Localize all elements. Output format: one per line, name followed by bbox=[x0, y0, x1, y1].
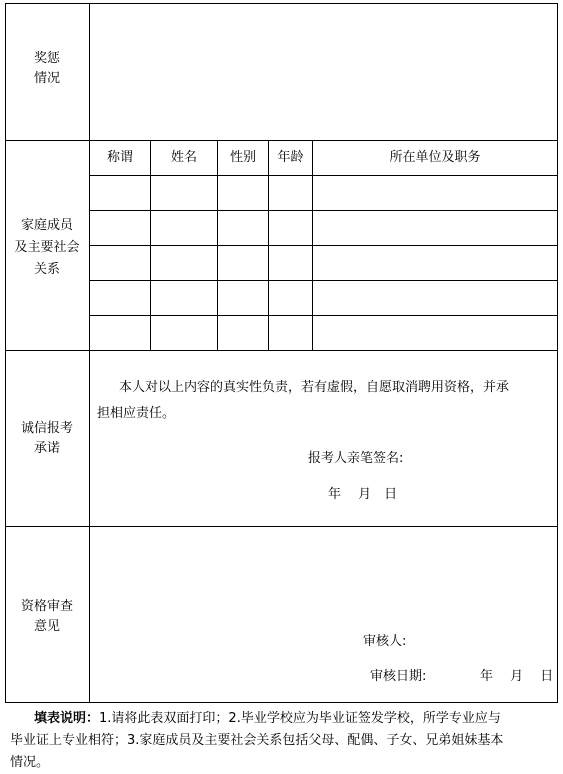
label-column-divider bbox=[89, 3, 90, 703]
family-grid-line bbox=[268, 140, 269, 351]
review-date-value: 年 月 日 bbox=[480, 669, 554, 684]
family-grid-line bbox=[89, 315, 558, 316]
section-divider-awards bbox=[5, 140, 558, 141]
review-date-label: 审核日期: bbox=[370, 669, 427, 684]
awards-label bbox=[5, 49, 89, 89]
awards-label-line: 奖惩 bbox=[33, 51, 60, 66]
column-header-gender: 性别 bbox=[229, 150, 256, 165]
column-header-name: 姓名 bbox=[170, 150, 197, 165]
family-grid-line bbox=[312, 140, 313, 351]
pledge-statement-line2: 担相应责任。 bbox=[97, 406, 176, 421]
review-label-line: 资格审查 bbox=[20, 599, 73, 614]
column-header-age: 年龄 bbox=[277, 150, 304, 165]
form-instructions bbox=[10, 708, 555, 774]
table-border-top bbox=[5, 3, 558, 4]
family-grid-line bbox=[217, 140, 218, 351]
instructions-line bbox=[10, 708, 555, 730]
family-label bbox=[5, 215, 89, 281]
registration-form-table bbox=[5, 3, 558, 703]
instructions-title: 填表说明： bbox=[34, 711, 100, 726]
instructions-line: 毕业证上专业相符；3.家庭成员及主要社会关系包括父母、配偶、子女、兄弟姐妹基本 bbox=[10, 733, 504, 748]
review-label-line: 意见 bbox=[33, 619, 60, 634]
signature-label: 报考人亲笔签名: bbox=[308, 451, 404, 466]
review-label bbox=[5, 597, 89, 637]
table-border-right bbox=[557, 3, 558, 703]
family-grid-line bbox=[89, 280, 558, 281]
table-border-bottom bbox=[5, 702, 558, 703]
pledge-label-line: 承诺 bbox=[33, 441, 60, 456]
reviewer-label: 审核人: bbox=[363, 634, 407, 649]
column-header-workplace: 所在单位及职务 bbox=[389, 150, 481, 165]
family-grid-line bbox=[89, 210, 558, 211]
family-label-line: 关系 bbox=[33, 262, 60, 277]
pledge-label-line: 诚信报考 bbox=[20, 421, 73, 436]
pledge-date: 年 月 日 bbox=[328, 487, 398, 502]
family-grid-line bbox=[150, 140, 151, 351]
instructions-text: 1.请将此表双面打印；2.毕业学校应为毕业证签发学校，所学专业应与 bbox=[99, 711, 501, 726]
family-grid-line bbox=[89, 175, 558, 176]
pledge-statement-line1: 本人对以上内容的真实性负责，若有虚假，自愿取消聘用资格，并承 bbox=[119, 380, 510, 395]
family-label-line: 及主要社会 bbox=[14, 240, 80, 255]
family-label-line: 家庭成员 bbox=[20, 218, 73, 233]
awards-label-line: 情况 bbox=[33, 71, 60, 86]
instructions-line: 情况。 bbox=[10, 755, 50, 770]
section-divider-pledge bbox=[5, 526, 558, 527]
pledge-label bbox=[5, 419, 89, 459]
column-header-title: 称谓 bbox=[106, 150, 133, 165]
section-divider-family bbox=[5, 350, 558, 351]
family-grid-line bbox=[89, 245, 558, 246]
